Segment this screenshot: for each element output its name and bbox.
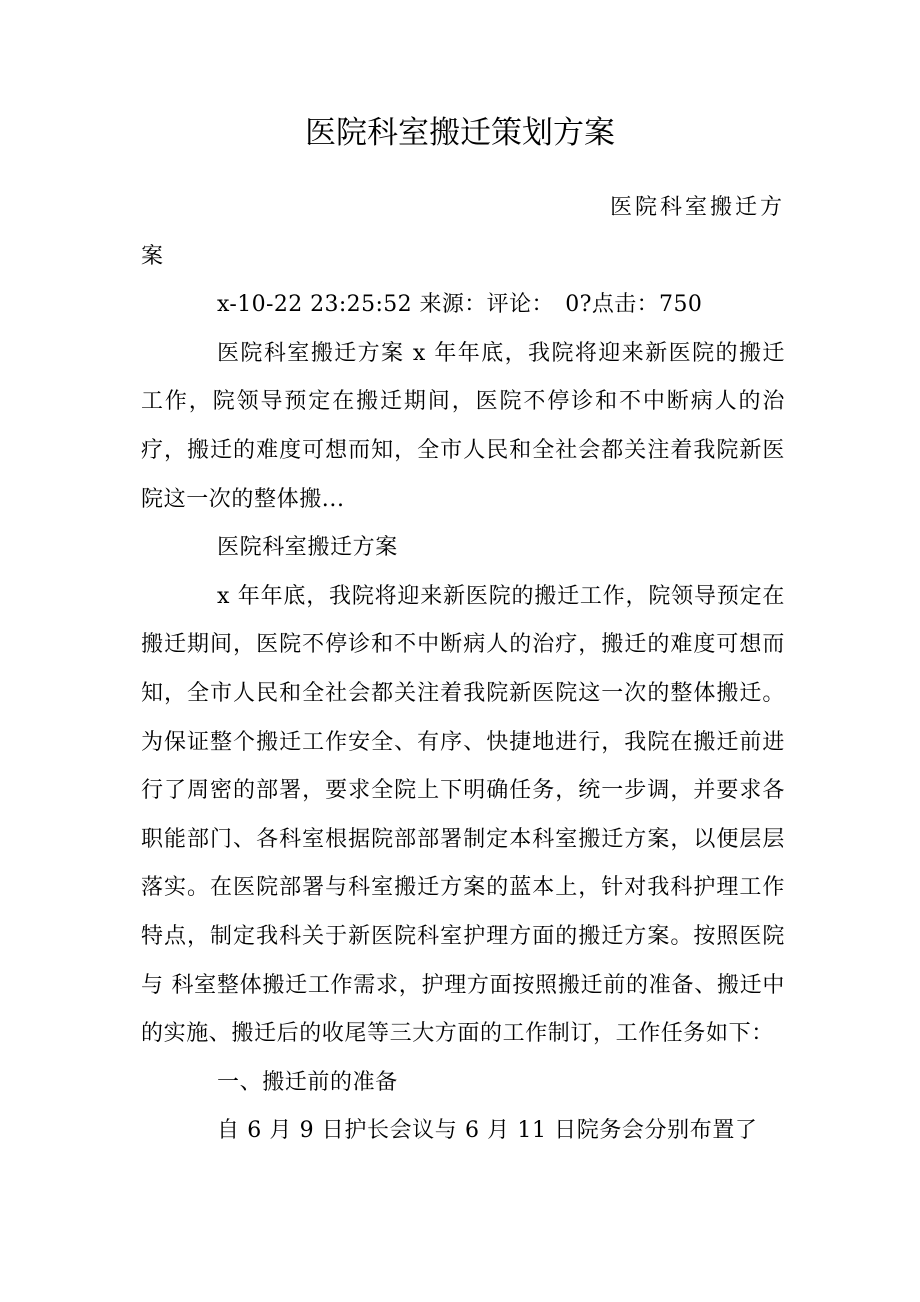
heading-before-move: 一、搬迁前的准备: [217, 1069, 398, 1095]
summary-paragraph: 医院科室搬迁方案 x 年年底，我院将迎来新医院的搬迁工作，院领导预定在搬迁期间，医院不停诊和不中断病人的治疗，搬迁的难度可想而知，全市人民和全社会都关注着我院新医院这一次的整体搬...: [141, 340, 785, 512]
section-title: 医院科室搬迁方案: [217, 535, 398, 561]
document-body: [141, 184, 785, 1156]
last-line: 自 6 月 9 日护长会议与 6 月 11 日院务会分别布置了: [217, 1118, 758, 1144]
main-paragraph: x 年年底，我院将迎来新医院的搬迁工作，院领导预定在搬迁期间，医院不停诊和不中断病人的治疗，搬迁的难度可想而知，全市人民和全社会都关注着我院新医院这一次的整体搬迁。为保证整个搬迁工作安全、有序、快捷地进行，我院在搬迁前进行了周密的部署，要求全院上下明确任务，统一步调，并要求各职能部门、各科室根据院部部署制定本科室搬迁方案，以便层层落实。在医院部署与科室搬迁方案的蓝本上，针对我科护理工作特点，制定我科关于新医院科室护理方面的搬迁方案。按照医院与 科室整体搬迁工作需求，护理方面按照搬迁前的准备、搬迁中的实施、搬迁后的收尾等三大方面的工作制订，工作任务如下：: [141, 583, 785, 1047]
subtitle-continuation: 案: [141, 243, 164, 269]
article-meta: x-10-22 23:25:52 来源：评论： 0?点击：750: [217, 292, 703, 318]
subtitle-line: 医院科室搬迁方: [609, 195, 785, 220]
document-title: 医院科室搬迁策划方案: [305, 115, 615, 151]
